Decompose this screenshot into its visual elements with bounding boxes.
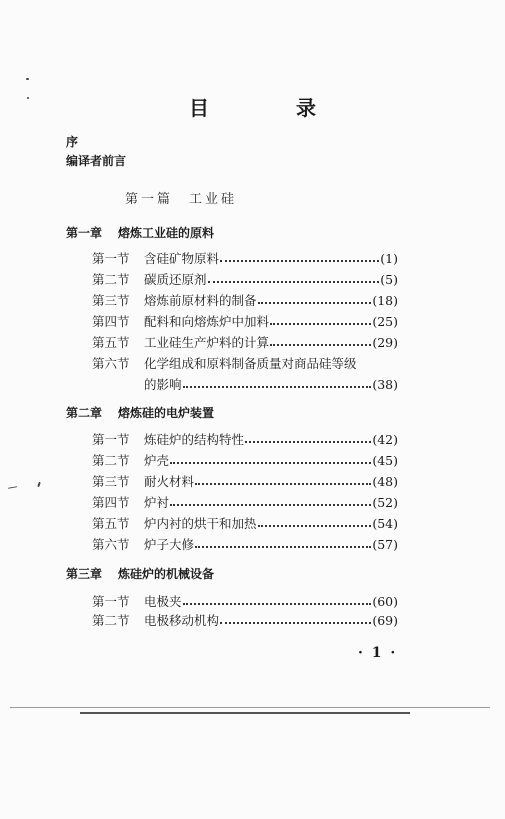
page-ref: (18) (372, 293, 398, 308)
page-ref: (69) (372, 613, 398, 628)
toc-entry (92, 472, 398, 490)
page-title: 目 录 (189, 96, 356, 120)
chapter-heading (66, 224, 214, 241)
chapter-heading (66, 404, 214, 421)
chapter-heading (66, 565, 214, 582)
dot-leader (183, 377, 372, 388)
toc-entry (92, 249, 398, 267)
scan-speck (27, 97, 29, 99)
dot-leader (208, 272, 380, 283)
page-number: · 1 · (358, 645, 398, 661)
dot-leader (270, 314, 371, 325)
dot-leader (220, 613, 371, 624)
page-ref: (25) (372, 314, 398, 329)
section-title: 工业硅生产炉料的计算 (144, 335, 270, 350)
chapter-title: 炼硅炉的机械设备 (118, 567, 215, 581)
section-title: 碳质还原剂 (144, 272, 207, 287)
toc-entry (92, 493, 398, 511)
scan-speck (8, 486, 17, 489)
page-ref: (60) (372, 594, 398, 609)
section-title: 含硅矿物原料 (144, 251, 220, 266)
toc-entry (92, 354, 398, 372)
toc-entry (92, 611, 398, 629)
page-ref: (52) (372, 495, 398, 510)
chapter-title: 熔炼工业硅的原料 (118, 226, 215, 240)
page-ref: (5) (380, 272, 398, 287)
dot-leader (270, 335, 371, 346)
toc-entry (92, 514, 398, 532)
section-title: 炼硅炉的结构特性 (144, 432, 245, 447)
section-number: 第四节 (92, 495, 130, 510)
scan-speck (26, 78, 29, 80)
chapter-title: 熔炼硅的电炉装置 (118, 406, 215, 420)
page-ref: (1) (380, 251, 398, 266)
front-matter-translator-foreword: 编译者前言 (66, 154, 127, 168)
page-ref: (29) (372, 335, 398, 350)
section-number: 第六节 (92, 356, 130, 371)
section-title: 熔炼前原材料的制备 (144, 293, 257, 308)
section-title: 耐火材料 (144, 474, 195, 489)
section-number: 第二节 (92, 613, 130, 628)
dot-leader (170, 495, 371, 506)
toc-entry (92, 430, 398, 448)
part-title: 第一篇 工业硅 (125, 192, 238, 207)
dot-leader (195, 474, 371, 485)
dot-leader (170, 453, 371, 464)
section-title-continuation: 的影响 (144, 377, 182, 392)
dot-leader (220, 251, 379, 262)
section-number: 第一节 (92, 432, 130, 447)
toc-entry (92, 451, 398, 469)
dot-leader (195, 537, 371, 548)
section-title: 电极移动机构 (144, 613, 220, 628)
page-ref: (38) (372, 377, 398, 392)
section-number: 第六节 (92, 537, 130, 552)
toc-entry (92, 291, 398, 309)
section-number: 第五节 (92, 516, 130, 531)
page-ref: (57) (372, 537, 398, 552)
page-ref: (45) (372, 453, 398, 468)
scan-edge-line (80, 712, 410, 714)
section-number: 第三节 (92, 474, 130, 489)
scan-speck (37, 482, 41, 487)
chapter-number: 第二章 (66, 406, 103, 420)
dot-leader (245, 432, 371, 443)
dot-leader (183, 594, 372, 605)
section-title: 炉内衬的烘干和加热 (144, 516, 257, 531)
section-number: 第四节 (92, 314, 130, 329)
section-title: 炉壳 (144, 453, 170, 468)
page-ref: (54) (372, 516, 398, 531)
section-title: 炉子大修 (144, 537, 195, 552)
chapter-number: 第一章 (66, 226, 103, 240)
front-matter-preface: 序 (66, 135, 79, 149)
section-title: 电极夹 (144, 594, 182, 609)
section-number: 第一节 (92, 594, 130, 609)
toc-entry (92, 270, 398, 288)
toc-entry (92, 535, 398, 553)
toc-entry-continuation (144, 375, 398, 393)
chapter-number: 第三章 (66, 567, 103, 581)
section-number: 第二节 (92, 272, 130, 287)
toc-entry (92, 592, 398, 610)
section-number: 第五节 (92, 335, 130, 350)
section-title: 配料和向熔炼炉中加料 (144, 314, 270, 329)
toc-entry (92, 312, 398, 330)
section-title: 炉衬 (144, 495, 170, 510)
section-number: 第三节 (92, 293, 130, 308)
dot-leader (258, 293, 372, 304)
page-ref: (48) (372, 474, 398, 489)
section-number: 第二节 (92, 453, 130, 468)
page-ref: (42) (372, 432, 398, 447)
section-number: 第一节 (92, 251, 130, 266)
section-title: 化学组成和原料制备质量对商品硅等级 (144, 356, 357, 371)
scan-edge-line (10, 707, 490, 708)
dot-leader (258, 516, 372, 527)
toc-entry (92, 333, 398, 351)
